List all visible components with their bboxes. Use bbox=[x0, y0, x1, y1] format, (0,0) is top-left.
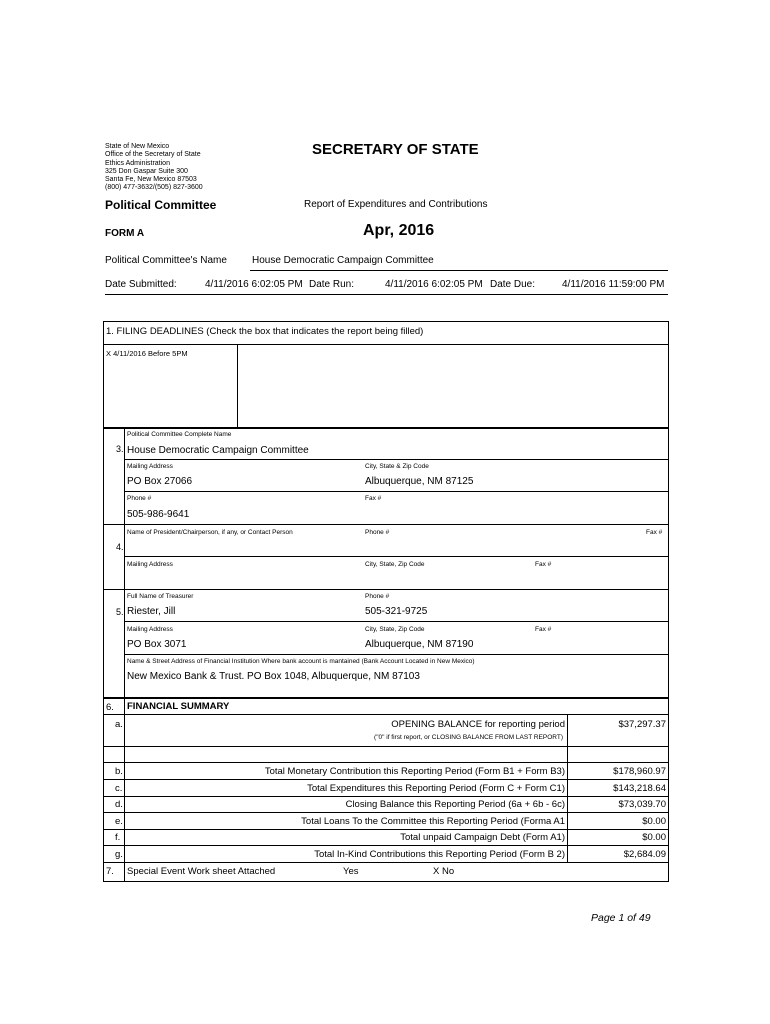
address-line: (800) 477-3632/(505) 827-3600 bbox=[105, 184, 203, 192]
row-line bbox=[103, 746, 669, 747]
special-event-yes[interactable]: Yes bbox=[343, 866, 359, 877]
address-line: Ethics Administration bbox=[105, 159, 170, 167]
row-line bbox=[124, 459, 669, 460]
row-value: $0.00 bbox=[642, 816, 666, 827]
row-label: Total In-Kind Contributions this Reporting Period (Form B 2) bbox=[314, 849, 565, 860]
president-name-label: Name of President/Chairperson, if any, or Contact Person bbox=[127, 529, 293, 536]
filing-divider bbox=[103, 344, 669, 345]
special-event-no[interactable]: X No bbox=[433, 866, 455, 877]
complete-name: House Democratic Campaign Committee bbox=[127, 445, 309, 456]
row-line bbox=[124, 654, 669, 655]
form-id: FORM A bbox=[105, 228, 145, 239]
row-label: Total Monetary Contribution this Reporting Period (Form B1 + Form B3) bbox=[264, 766, 565, 777]
address-line: Office of the Secretary of State bbox=[105, 151, 201, 159]
row-value: $178,960.97 bbox=[613, 766, 666, 777]
phone-label: Phone # bbox=[127, 495, 152, 502]
treasurer-mailing-label: Mailing Address bbox=[127, 626, 173, 633]
row-line bbox=[103, 762, 669, 763]
row-letter: e. bbox=[115, 816, 123, 827]
president-city-label: City, State, Zip Code bbox=[365, 561, 425, 568]
summary-title-line bbox=[103, 714, 669, 715]
committee-name-label: Political Committee's Name bbox=[105, 255, 227, 266]
page-title: SECRETARY OF STATE bbox=[312, 141, 479, 158]
row-line bbox=[103, 779, 669, 780]
bank-label: Name & Street Address of Financial Institution Where bank account is mantained (Bank Account Located in New Mexico) bbox=[127, 658, 475, 665]
row-line bbox=[124, 621, 669, 622]
dates-underline bbox=[105, 294, 668, 295]
phone: 505-986-9641 bbox=[127, 509, 190, 520]
president-fax-label: Fax # bbox=[646, 529, 663, 536]
row-line bbox=[103, 796, 669, 797]
treasurer-fax-label: Fax # bbox=[535, 626, 552, 633]
president-phone-label: Phone # bbox=[365, 529, 390, 536]
row-label: Closing Balance this Reporting Period (6a + 6b - 6c) bbox=[345, 799, 565, 810]
fax-label: Fax # bbox=[365, 495, 382, 502]
city-state-zip: Albuquerque, NM 87125 bbox=[365, 476, 474, 487]
row-letter: a. bbox=[115, 719, 123, 730]
opening-balance-label: OPENING BALANCE for reporting period bbox=[391, 719, 565, 730]
date-submitted-label: Date Submitted: bbox=[105, 279, 177, 290]
row-label: Total unpaid Campaign Debt (Form A1) bbox=[400, 832, 565, 843]
filing-col-divider bbox=[237, 344, 238, 428]
row-line bbox=[103, 812, 669, 813]
date-submitted: 4/11/2016 6:02:05 PM bbox=[205, 279, 303, 290]
president-fax2-label: Fax # bbox=[535, 561, 552, 568]
row-line bbox=[103, 862, 669, 863]
date-due: 4/11/2016 11:59:00 PM bbox=[562, 279, 665, 290]
row-label: Total Expenditures this Reporting Period (Form C + Form C1) bbox=[307, 783, 565, 794]
financial-summary-title: FINANCIAL SUMMARY bbox=[127, 701, 230, 712]
name-underline bbox=[250, 270, 668, 271]
agency-address bbox=[105, 143, 203, 193]
filing-deadlines-box bbox=[103, 321, 669, 428]
treasurer-phone-label: Phone # bbox=[365, 593, 390, 600]
page-number: Page 1 of 49 bbox=[591, 912, 651, 924]
treasurer-name-label: Full Name of Treasurer bbox=[127, 593, 194, 600]
section-line bbox=[103, 524, 669, 525]
row-letter: d. bbox=[115, 799, 123, 810]
number-col-divider bbox=[124, 428, 125, 698]
committee-type: Political Committee bbox=[105, 198, 217, 212]
row-line bbox=[103, 829, 669, 830]
complete-name-label: Political Committee Complete Name bbox=[127, 431, 232, 438]
address-line: State of New Mexico bbox=[105, 143, 170, 150]
date-run-label: Date Run: bbox=[309, 279, 355, 290]
opening-balance-note: ("0" if first report, or CLOSING BALANCE FROM LAST REPORT) bbox=[374, 734, 563, 741]
mailing-address-label: Mailing Address bbox=[127, 463, 173, 470]
summary-letter-divider bbox=[124, 698, 125, 882]
row-letter: g. bbox=[115, 849, 123, 860]
treasurer-phone: 505-321-9725 bbox=[365, 606, 428, 617]
treasurer-city-label: City, State, Zip Code bbox=[365, 626, 425, 633]
special-event-label: Special Event Work sheet Attached bbox=[127, 866, 276, 877]
treasurer-city: Albuquerque, NM 87190 bbox=[365, 639, 474, 650]
summary-value-divider bbox=[567, 714, 568, 862]
city-state-zip-label: City, State & Zip Code bbox=[365, 463, 429, 470]
section-4-number: 4. bbox=[116, 542, 124, 552]
date-due-label: Date Due: bbox=[490, 279, 536, 290]
row-value: $2,684.09 bbox=[623, 849, 666, 860]
opening-balance-value: $37,297.37 bbox=[618, 719, 666, 730]
date-run: 4/11/2016 6:02:05 PM bbox=[385, 279, 483, 290]
row-line bbox=[103, 845, 669, 846]
treasurer-name: Riester, Jill bbox=[127, 606, 176, 617]
report-period: Apr, 2016 bbox=[363, 222, 435, 239]
filing-selected[interactable]: X 4/11/2016 Before 5PM bbox=[106, 349, 188, 358]
section-3-number: 3. bbox=[116, 444, 124, 454]
section-7-number: 7. bbox=[106, 866, 114, 877]
section-6-number: 6. bbox=[106, 702, 114, 713]
bank-address: New Mexico Bank & Trust. PO Box 1048, Albuquerque, NM 87103 bbox=[127, 671, 420, 682]
row-value: $0.00 bbox=[642, 832, 666, 843]
row-line bbox=[124, 556, 669, 557]
committee-name: House Democratic Campaign Committee bbox=[252, 255, 434, 266]
filing-deadlines-title: 1. FILING DEADLINES (Check the box that indicates the report being filled) bbox=[106, 326, 424, 337]
row-value: $143,218.64 bbox=[613, 783, 666, 794]
treasurer-mailing: PO Box 3071 bbox=[127, 639, 187, 650]
address-line: 325 Don Gaspar Suite 300 bbox=[105, 167, 188, 175]
section-line bbox=[103, 589, 669, 590]
row-letter: c. bbox=[115, 783, 123, 794]
president-mailing-label: Mailing Address bbox=[127, 561, 173, 568]
row-value: $73,039.70 bbox=[618, 799, 666, 810]
row-letter: f. bbox=[115, 832, 121, 843]
section-5-number: 5. bbox=[116, 607, 124, 617]
address-line: Santa Fe, New Mexico 87503 bbox=[105, 176, 197, 184]
mailing-address: PO Box 27066 bbox=[127, 476, 193, 487]
report-type: Report of Expenditures and Contributions bbox=[304, 199, 488, 210]
row-label: Total Loans To the Committee this Reporting Period (Forma A1 bbox=[301, 816, 565, 827]
row-letter: b. bbox=[115, 766, 123, 777]
row-line bbox=[124, 491, 669, 492]
